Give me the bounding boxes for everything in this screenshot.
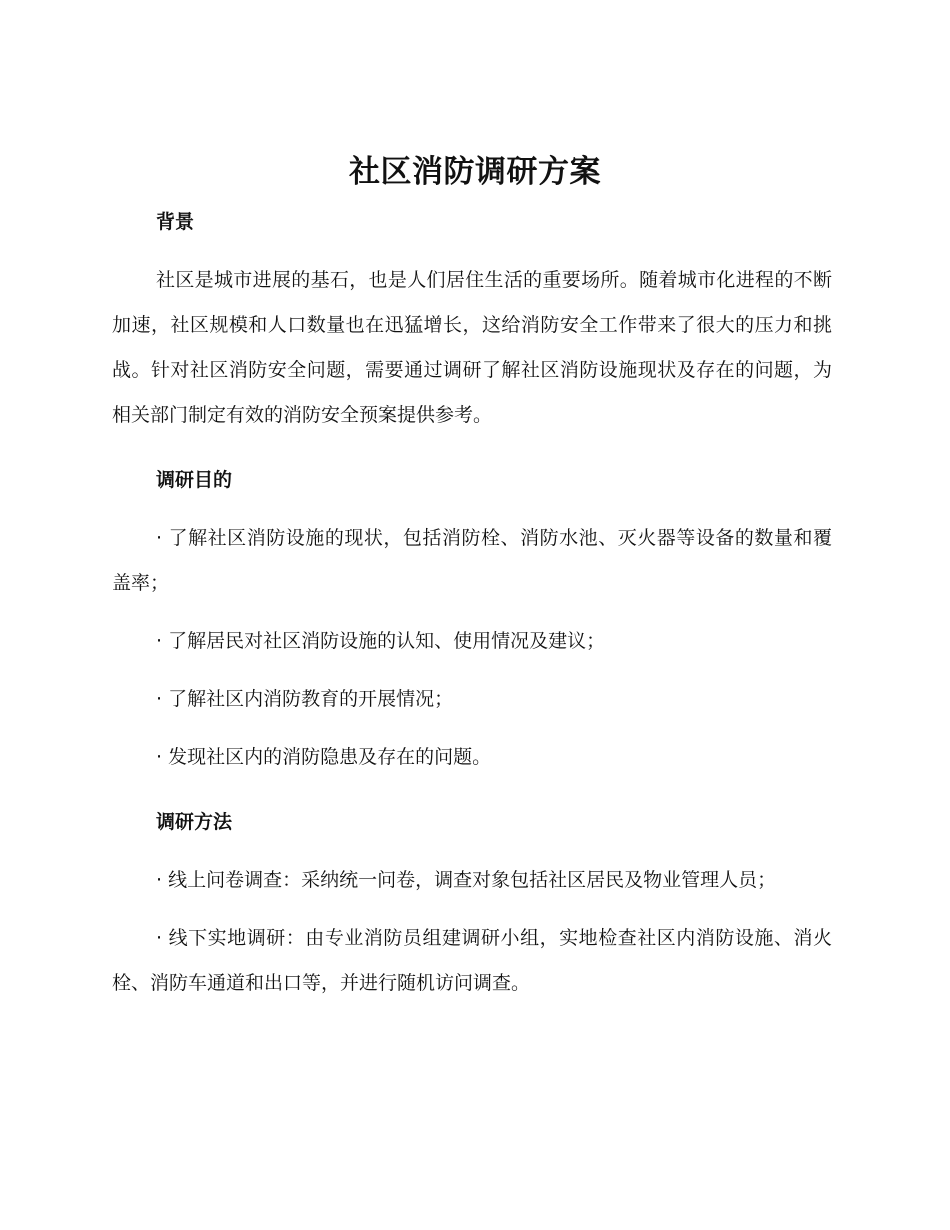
document-title: 社区消防调研方案 xyxy=(349,154,601,190)
method-item: · 线下实地调研：由专业消防员组建调研小组，实地检查社区内消防设施、消火栓、消防车通道和出口等，并进行随机访问调查。 xyxy=(112,927,832,994)
background-paragraph: 社区是城市进展的基石，也是人们居住生活的重要场所。随着城市化进程的不断加速，社区规模和人口数量也在迅猛增长，这给消防安全工作带来了很大的压力和挑战。针对社区消防安全问题，需要通过调研了解社区消防设施现状及存在的问题，为相关部门制定有效的消防安全预案提供参考。 xyxy=(112,269,832,426)
purpose-item: · 了解社区消防设施的现状，包括消防栓、消防水池、灭火器等设备的数量和覆盖率； xyxy=(112,527,832,594)
document-body xyxy=(112,204,832,1006)
section-heading-purpose: 调研目的 xyxy=(156,469,233,491)
method-item: · 线上问卷调查：采纳统一问卷，调查对象包括社区居民及物业管理人员； xyxy=(156,869,777,891)
purpose-item: · 了解居民对社区消防设施的认知、使用情况及建议； xyxy=(156,630,606,652)
section-heading-methods: 调研方法 xyxy=(156,811,233,833)
purpose-item: · 了解社区内消防教育的开展情况； xyxy=(156,688,454,710)
purpose-item: · 发现社区内的消防隐患及存在的问题。 xyxy=(156,746,492,768)
section-heading-background: 背景 xyxy=(156,211,195,233)
